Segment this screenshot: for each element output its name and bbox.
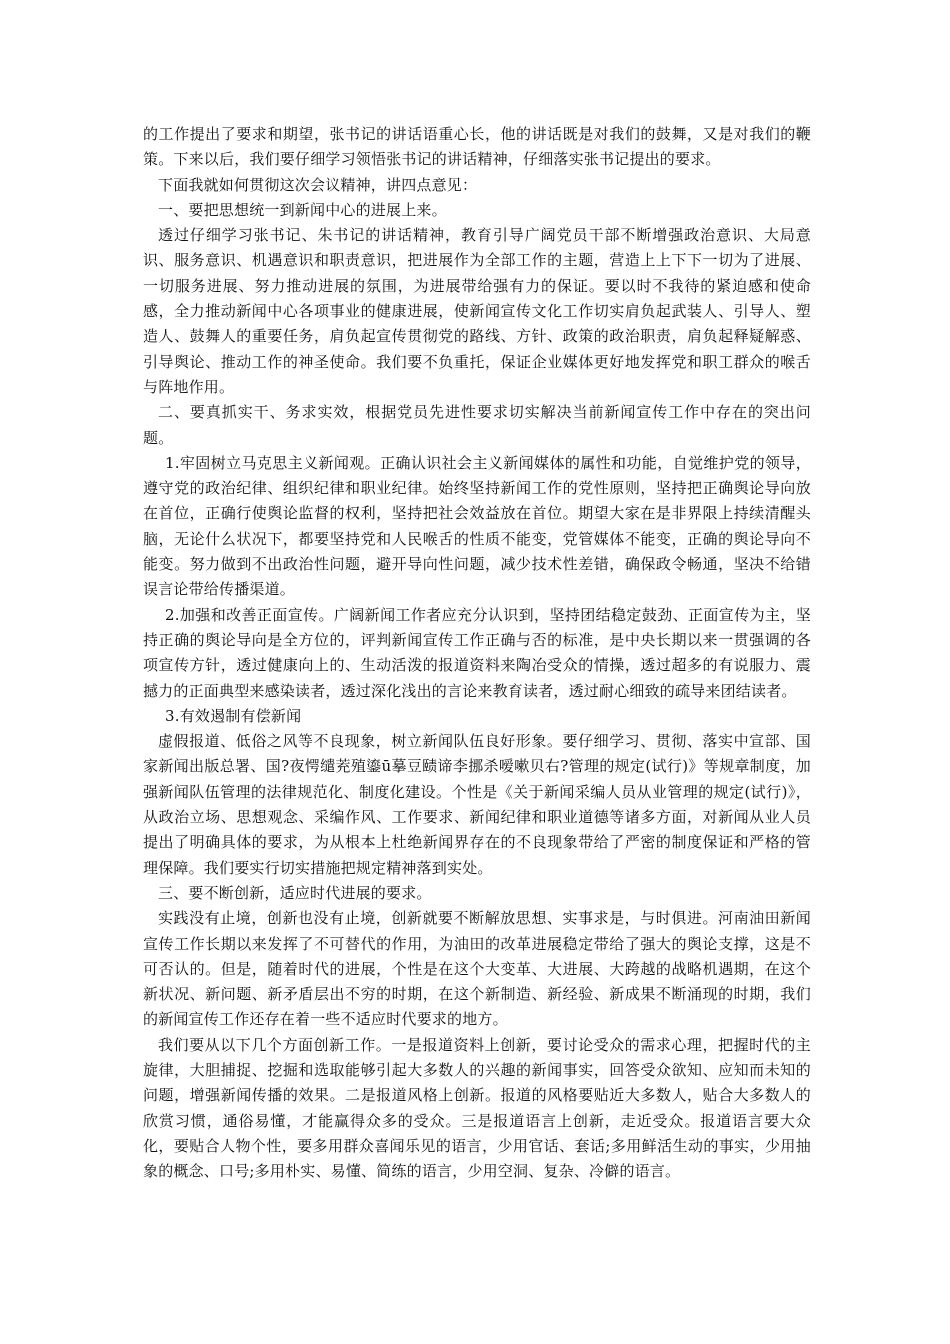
section-heading-3: 三、要不断创新，适应时代进展的要求。	[158, 883, 432, 902]
paragraph-intro: 下面我就如何贯彻这次会议精神，讲四点意见：	[158, 175, 478, 194]
list-item-1: 1.牢固树立马克思主义新闻观。正确认识社会主义新闻媒体的属性和功能，自觉维护党的领导，遵守党的政治纪律、组织纪律和职业纪律。始终坚持新闻工作的党性原则，坚持把正确舆论导向放在首位，正确行使舆论监督的权利，坚持把社会效益放在首位。期望大家在是非界限上持续清醒头脑，无论什么状况下，都要坚持党和人民喉舌的性质不能变，党管媒体不能变，正确的舆论导向不能变。努力做到不出政治性问题，避开导向性问题，减少技术性差错，确保政令畅通，坚决不给错误言论带给传播渠道。	[143, 453, 811, 599]
paragraph-section-3a: 实践没有止境，创新也没有止境，创新就要不断解放思想、实事求是，与时俱进。河南油田新闻宣传工作长期以来发挥了不可替代的作用，为油田的改革进展稳定带给了强大的舆论支撑，这是不可否认的。但是，随着时代的进展，个性是在这个大变革、大进展、大跨越的战略机遇期，在这个新状况、新问题、新矛盾层出不穷的时期，在这个新制造、新经验、新成果不断涌现的时期，我们的新闻宣传工作还存在着一些不适应时代要求的地方。	[143, 909, 811, 1029]
paragraph-section-3b: 我们要从以下几个方面创新工作。一是报道资料上创新，要讨论受众的需求心理，把握时代的主旋律，大胆捕捉、挖掘和选取能够引起大多数人的兴趣的新闻事实，回答受众欲知、应知而未知的问题，增强新闻传播的效果。二是报道风格上创新。报道的风格要贴近大多数人，贴合大多数人的欣赏习惯，通俗易懂，才能赢得众多的受众。三是报道语言上创新，走近受众。报道语言要大众化，要贴合人物个性，要多用群众喜闻乐见的语言，少用官话、套话;多用鲜活生动的事实，少用抽象的概念、口号;多用朴实、易懂、简练的语言，少用空洞、复杂、冷僻的语言。	[143, 1035, 811, 1181]
paragraph-section-1: 透过仔细学习张书记、朱书记的讲话精神，教育引导广阔党员干部不断增强政治意识、大局意识、服务意识、机遇意识和职责意识，把进展作为全部工作的主题，营造上上下下一切为了进展、一切服务进展、努力推动进展的氛围，为进展带给强有力的保证。要以时不我待的紧迫感和使命感，全力推动新闻中心各项事业的健康进展，使新闻宣传文化工作切实肩负起武装人、引导人、塑造人、鼓舞人的重要任务，肩负起宣传贯彻党的路线、方针、政策的政治职责，肩负起释疑解惑、引导舆论、推动工作的神圣使命。我们要不负重托，保证企业媒体更好地发挥党和职工群众的喉舌与阵地作用。	[143, 226, 811, 396]
list-item-3-heading: 3.有效遏制有偿新闻	[165, 706, 302, 725]
section-heading-2: 二、要真抓实干、务求实效，根据党员先进性要求切实解决当前新闻宣传工作中存在的突出问题。	[143, 403, 811, 447]
paragraph-list-item-3: 虚假报道、低俗之风等不良现象，树立新闻队伍良好形象。要仔细学习、贯彻、落实中宣部、国家新闻出版总署、国?夜愕缱茺殖鎏ū摹豆赜谛李挪杀嗳嗽贝右?管理的规定(试行)》等规章制度，加强新闻队伍管理的法律规范化、制度化建设。个性是《关于新闻采编人员从业管理的规定(试行)》，从政治立场、思想观念、采编作风、工作要求、新闻纪律和职业道德等诸多方面，对新闻从业人员提出了明确具体的要求，为从根本上杜绝新闻界存在的不良现象带给了严密的制度保证和严格的管理保障。我们要实行切实措施把规定精神落到实处。	[143, 732, 811, 877]
section-heading-1: 一、要把思想统一到新闻中心的进展上来。	[158, 200, 447, 219]
list-item-2: 2.加强和改善正面宣传。广阔新闻工作者应充分认识到，坚持团结稳定鼓劲、正面宣传为主，坚持正确的舆论导向是全方位的，评判新闻宣传工作正确与否的标准，是中央长期以来一贯强调的各项宣传方针，透过健康向上的、生动活泼的报道资料来陶冶受众的情操，透过超多的有说服力、震撼力的正面典型来感染读者，透过深化浅出的言论来教育读者，透过耐心细致的疏导来团结读者。	[143, 605, 811, 700]
paragraph-continuation: 的工作提出了要求和期望，张书记的讲话语重心长，他的讲话既是对我们的鼓舞，又是对我们的鞭策。下来以后，我们要仔细学习领悟张书记的讲话精神，仔细落实张书记提出的要求。	[143, 125, 811, 169]
document-body	[143, 122, 811, 1184]
